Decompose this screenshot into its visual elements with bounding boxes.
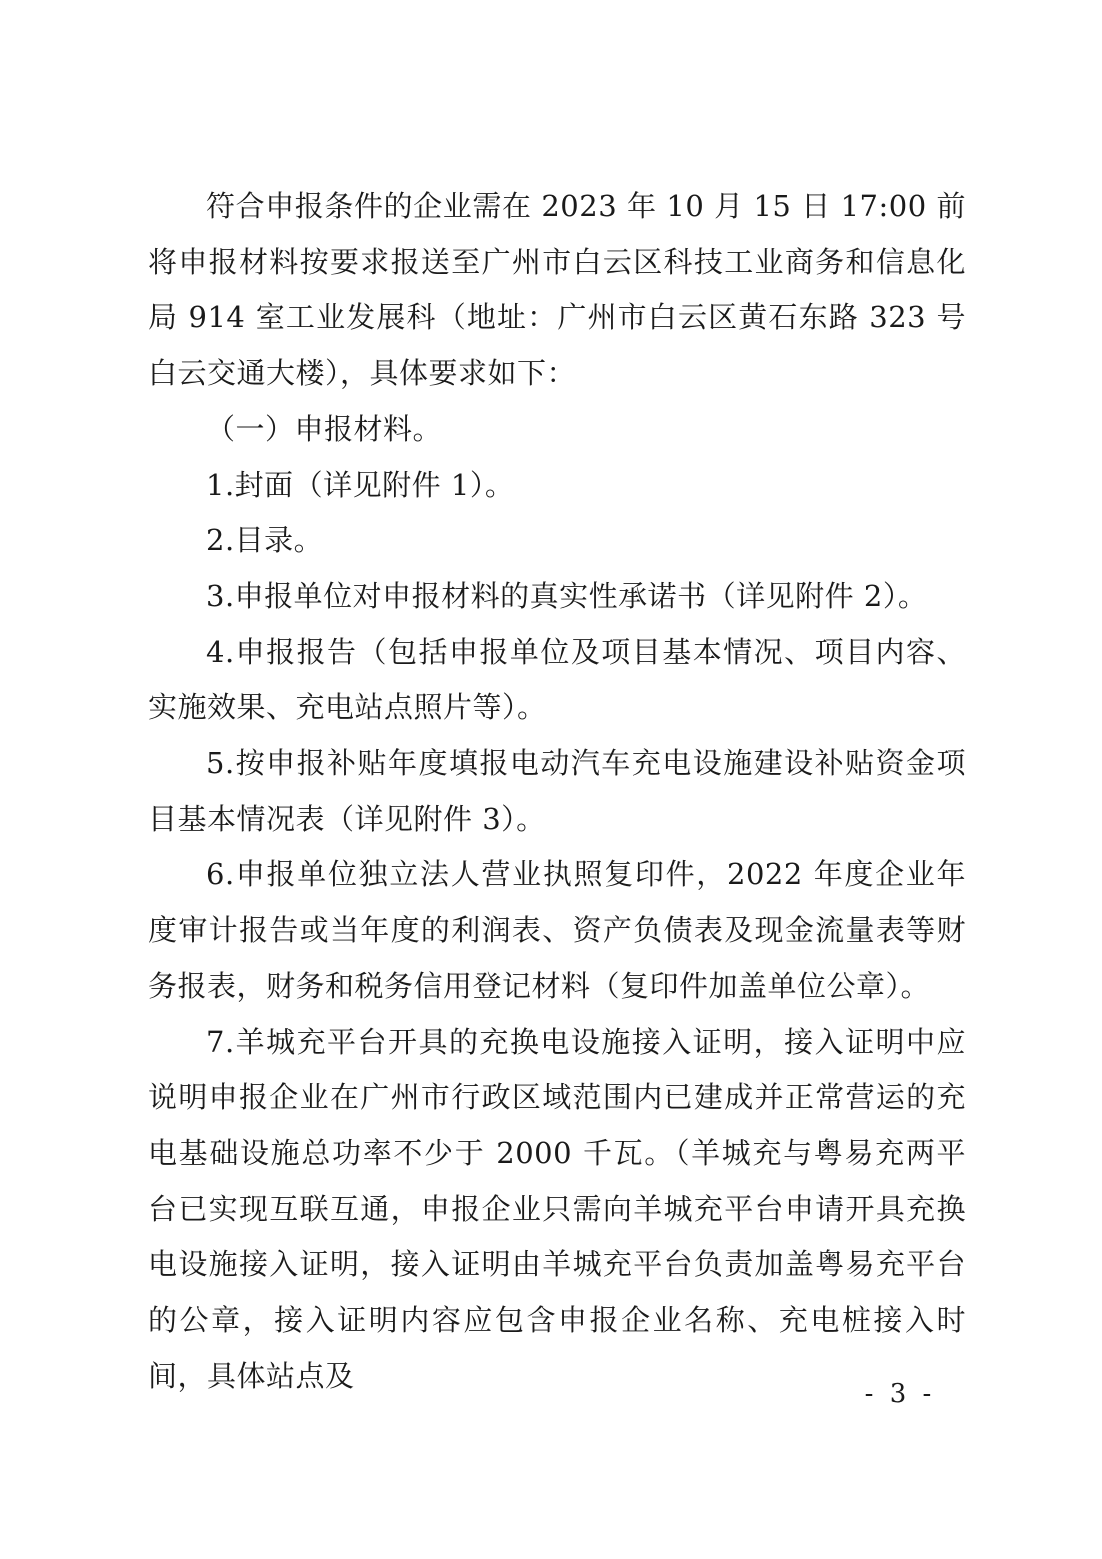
list-item-cover: 1.封面（详见附件 1）。 <box>206 467 515 502</box>
paragraph-submission-intro: 符合申报条件的企业需在 2023 年 10 月 15 日 17:00 前将申报材料按要求报送至广州市白云区科技工业商务和信息化局 914 室工业发展科（地址：广州市白云区黄石东路 323 号白云交通大楼），具体要求如下： <box>148 189 966 391</box>
list-item-report: 4.申报报告（包括申报单位及项目基本情况、项目内容、实施效果、充电站点照片等）。 <box>148 634 966 725</box>
list-item-access-certificate: 7.羊城充平台开具的充换电设施接入证明，接入证明中应说明申报企业在广州市行政区域范围内已建成并正常营运的充电基础设施总功率不少于 2000 千瓦。（羊城充与粤易充两平台已实现互联互通，申报企业只需向羊城充平台申请开具充换电设施接入证明，接入证明由羊城充平台负责加盖粤易充平台的公章，接入证明内容应包含申报企业名称、充电桩接入时间，具体站点及 <box>148 1024 966 1393</box>
list-item-contents: 2.目录。 <box>206 523 324 558</box>
list-item-basic-info-table: 5.按申报补贴年度填报电动汽车充电设施建设补贴资金项目基本情况表（详见附件 3）。 <box>148 746 966 836</box>
list-item-license-financials: 6.申报单位独立法人营业执照复印件，2022 年度企业年度审计报告或当年度的利润表、资产负债表及现金流量表等财务报表，财务和税务信用登记材料（复印件加盖单位公章）。 <box>148 857 966 1003</box>
page-number: - 3 - <box>864 1379 936 1409</box>
section-heading-materials: （一）申报材料。 <box>206 411 443 446</box>
list-item-commitment: 3.申报单位对申报材料的真实性承诺书（详见附件 2）。 <box>206 578 928 613</box>
body-text <box>148 179 966 1404</box>
